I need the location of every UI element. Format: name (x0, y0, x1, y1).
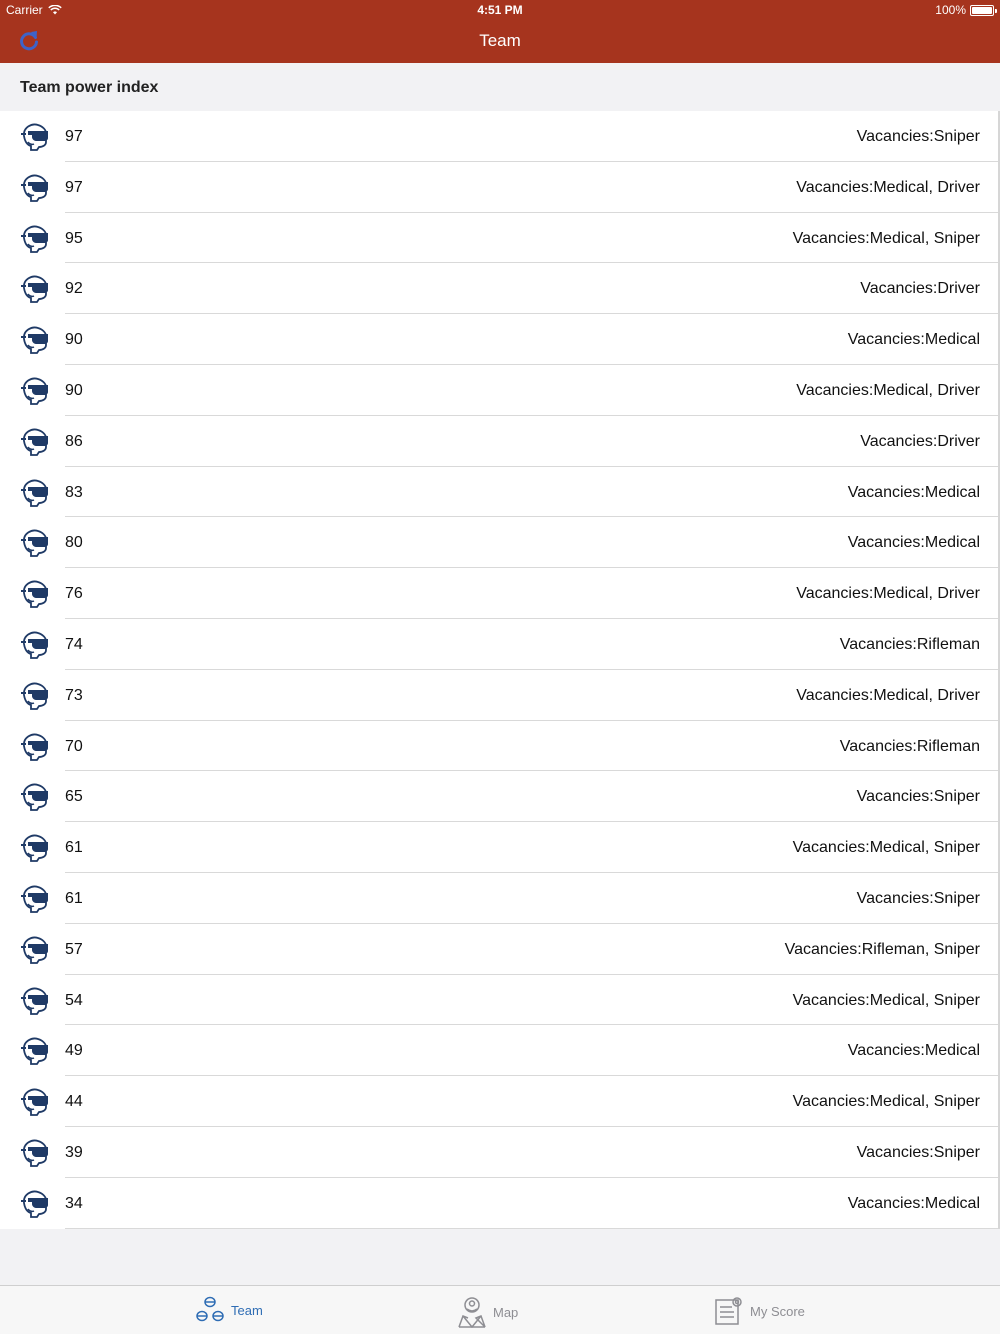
list-item[interactable] (0, 619, 998, 670)
helmet-icon (18, 1136, 50, 1168)
status-bar (0, 0, 1000, 20)
vacancies-label: Vacancies:Medical, Sniper (792, 991, 980, 1009)
list-item[interactable] (0, 263, 998, 314)
team-list (0, 111, 1000, 1229)
list-item[interactable] (0, 873, 998, 924)
team-power-score: 61 (65, 889, 83, 907)
helmet-icon (18, 933, 50, 965)
vacancies-label: Vacancies:Medical (847, 1042, 980, 1060)
helmet-icon (18, 780, 50, 812)
team-power-score: 97 (65, 178, 83, 196)
vacancies-label: Vacancies:Sniper (856, 788, 980, 806)
team-power-score: 90 (65, 381, 83, 399)
helmet-icon (18, 323, 50, 355)
team-power-score: 39 (65, 1143, 83, 1161)
helmet-icon (18, 1034, 50, 1066)
vacancies-label: Vacancies:Sniper (856, 128, 980, 145)
tab-my-score[interactable] (714, 1296, 805, 1326)
helmet-icon (18, 831, 50, 863)
helmet-icon (18, 984, 50, 1016)
team-power-score: 49 (65, 1042, 83, 1060)
list-item[interactable] (0, 1178, 998, 1229)
vacancies-label: Vacancies:Medical, Driver (796, 686, 980, 704)
tab-map[interactable] (457, 1296, 518, 1328)
list-item[interactable] (0, 1025, 998, 1076)
helmet-icon (18, 425, 50, 457)
helmet-icon (18, 679, 50, 711)
list-item[interactable] (0, 365, 998, 416)
tab-my-score-label: My Score (750, 1303, 805, 1319)
team-power-score: 70 (65, 737, 83, 755)
helmet-icon (18, 526, 50, 558)
vacancies-label: Vacancies:Driver (860, 280, 980, 298)
team-power-score: 44 (65, 1093, 83, 1111)
list-item[interactable] (0, 771, 998, 822)
navigation-bar (0, 20, 1000, 63)
battery-icon (970, 5, 994, 16)
team-power-score: 65 (65, 788, 83, 806)
helmet-icon (18, 120, 50, 152)
vacancies-label: Vacancies:Medical, Driver (796, 381, 980, 399)
list-item[interactable] (0, 213, 998, 264)
helmet-icon (18, 628, 50, 660)
list-item[interactable] (0, 416, 998, 467)
battery-percent: 100% (935, 3, 966, 17)
vacancies-label: Vacancies:Medical (847, 1194, 980, 1212)
list-item[interactable] (0, 721, 998, 772)
team-power-score: 34 (65, 1194, 83, 1212)
helmet-icon (18, 1085, 50, 1117)
tab-map-label: Map (493, 1304, 519, 1320)
row-divider (65, 1228, 998, 1229)
page-title: Team (479, 31, 521, 50)
team-icon (195, 1296, 225, 1324)
team-power-score: 73 (65, 686, 83, 704)
team-power-score: 54 (65, 991, 83, 1009)
tab-bar (0, 1285, 1000, 1334)
list-item[interactable] (0, 467, 998, 518)
list-item[interactable] (0, 1076, 998, 1127)
vacancies-label: Vacancies:Sniper (856, 889, 980, 907)
vacancies-label: Vacancies:Sniper (856, 1143, 980, 1161)
team-power-score: 86 (65, 432, 83, 450)
vacancies-label: Vacancies:Medical (847, 534, 980, 552)
team-power-score: 95 (65, 229, 83, 247)
team-power-score: 57 (65, 940, 83, 958)
list-item[interactable] (0, 975, 998, 1026)
vacancies-label: Vacancies:Rifleman (839, 635, 980, 653)
tab-team-label: Team (231, 1302, 263, 1318)
team-power-score: 61 (65, 839, 83, 857)
clock: 4:51 PM (477, 3, 523, 17)
list-item[interactable] (0, 670, 998, 721)
team-power-score: 80 (65, 534, 83, 552)
helmet-icon (18, 171, 50, 203)
vacancies-label: Vacancies:Rifleman (839, 737, 980, 755)
section-header (0, 63, 1000, 111)
list-item[interactable] (0, 111, 998, 162)
vacancies-label: Vacancies:Medical, Sniper (792, 1093, 980, 1111)
list-item[interactable] (0, 162, 998, 213)
vacancies-label: Vacancies:Driver (860, 432, 980, 450)
team-power-score: 76 (65, 585, 83, 603)
team-power-score: 90 (65, 331, 83, 349)
vacancies-label: Vacancies:Medical, Driver (796, 585, 980, 603)
vacancies-label: Vacancies:Medical (847, 483, 980, 501)
list-item[interactable] (0, 1127, 998, 1178)
helmet-icon (18, 222, 50, 254)
tab-team[interactable] (195, 1296, 263, 1324)
list-item[interactable] (0, 314, 998, 365)
helmet-icon (18, 882, 50, 914)
team-power-score: 97 (65, 128, 83, 145)
helmet-icon (18, 577, 50, 609)
team-power-score: 83 (65, 483, 83, 501)
helmet-icon (18, 476, 50, 508)
vacancies-label: Vacancies:Rifleman, Sniper (784, 940, 980, 958)
vacancies-label: Vacancies:Medical, Driver (796, 178, 980, 196)
score-icon (714, 1296, 744, 1326)
battery-indicator (935, 3, 994, 17)
map-icon (457, 1296, 487, 1328)
team-power-score: 92 (65, 280, 83, 298)
list-item[interactable] (0, 924, 998, 975)
helmet-icon (18, 272, 50, 304)
carrier-label: Carrier (6, 3, 43, 17)
vacancies-label: Vacancies:Medical, Sniper (792, 839, 980, 857)
helmet-icon (18, 730, 50, 762)
section-header-label: Team power index (20, 79, 159, 96)
vacancies-label: Vacancies:Medical, Sniper (792, 229, 980, 247)
list-item[interactable] (0, 568, 998, 619)
team-power-score: 74 (65, 635, 83, 653)
vacancies-label: Vacancies:Medical (847, 331, 980, 349)
helmet-icon (18, 374, 50, 406)
helmet-icon (18, 1187, 50, 1219)
list-item[interactable] (0, 517, 998, 568)
list-item[interactable] (0, 822, 998, 873)
